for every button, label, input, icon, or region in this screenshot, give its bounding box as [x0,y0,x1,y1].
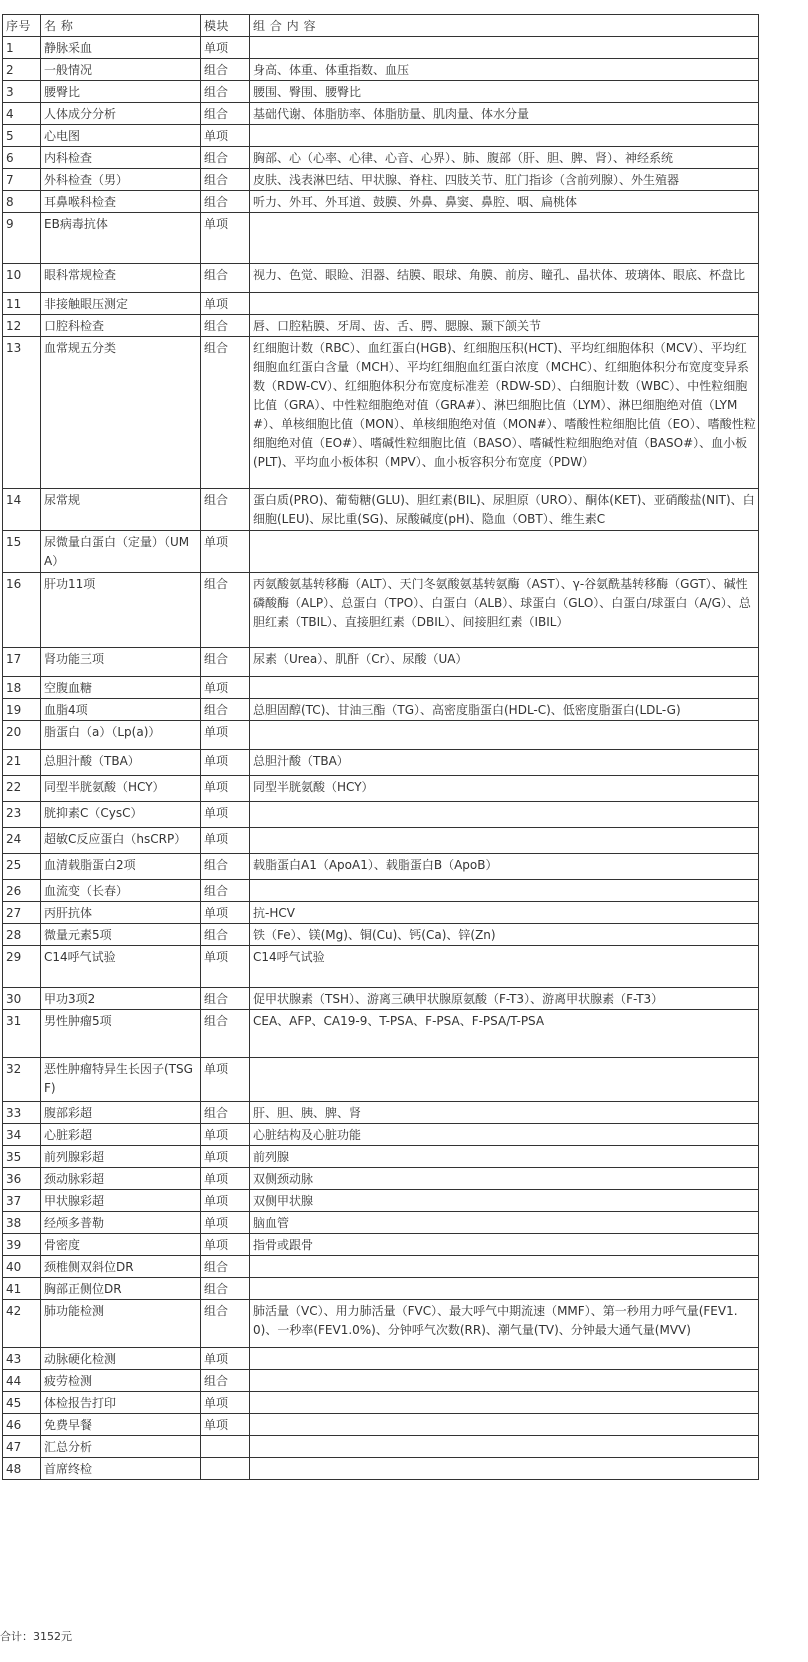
item-module: 组合 [201,81,250,103]
table-row [3,648,759,677]
row-number: 46 [3,1414,41,1436]
item-name: 超敏C反应蛋白（hsCRP） [41,828,201,854]
row-number: 36 [3,1168,41,1190]
row-number: 48 [3,1458,41,1480]
item-name: 首席终检 [41,1458,201,1480]
item-module: 单项 [201,1058,250,1102]
row-number: 42 [3,1300,41,1348]
table-row [3,988,759,1010]
row-number: 37 [3,1190,41,1212]
table-row [3,191,759,213]
item-module: 组合 [201,1370,250,1392]
item-name: 经颅多普勒 [41,1212,201,1234]
item-module: 组合 [201,191,250,213]
row-number: 18 [3,677,41,699]
table-row [3,677,759,699]
item-module: 组合 [201,699,250,721]
item-detail [250,293,759,315]
item-detail: 总胆固醇(TC)、甘油三酯（TG）、高密度脂蛋白(HDL-C)、低密度脂蛋白(LDL-G) [250,699,759,721]
table-row [3,1234,759,1256]
item-module: 组合 [201,264,250,293]
item-detail: 指骨或跟骨 [250,1234,759,1256]
item-module: 组合 [201,169,250,191]
item-detail [250,828,759,854]
item-detail [250,1414,759,1436]
row-number: 47 [3,1436,41,1458]
table-row [3,1168,759,1190]
item-detail: 心脏结构及心脏功能 [250,1124,759,1146]
table-row [3,315,759,337]
item-module: 单项 [201,1392,250,1414]
item-module: 单项 [201,213,250,264]
item-detail [250,1256,759,1278]
item-name: 肾功能三项 [41,648,201,677]
row-number: 38 [3,1212,41,1234]
item-detail: 双侧颈动脉 [250,1168,759,1190]
item-name: 丙肝抗体 [41,902,201,924]
item-detail: 肝、胆、胰、脾、肾 [250,1102,759,1124]
item-module: 组合 [201,147,250,169]
row-number: 21 [3,750,41,776]
row-number: 25 [3,854,41,880]
item-detail: 前列腺 [250,1146,759,1168]
row-number: 40 [3,1256,41,1278]
item-module: 单项 [201,750,250,776]
row-number: 35 [3,1146,41,1168]
table-row [3,946,759,988]
item-name: 内科检查 [41,147,201,169]
item-name: EB病毒抗体 [41,213,201,264]
row-number: 8 [3,191,41,213]
row-number: 1 [3,37,41,59]
item-detail: 听力、外耳、外耳道、鼓膜、外鼻、鼻窦、鼻腔、咽、扁桃体 [250,191,759,213]
table-row [3,776,759,802]
item-name: 外科检查（男） [41,169,201,191]
item-detail [250,1436,759,1458]
table-row [3,802,759,828]
table-row [3,721,759,750]
item-name: 骨密度 [41,1234,201,1256]
row-number: 33 [3,1102,41,1124]
table-row [3,1436,759,1458]
table-row [3,293,759,315]
table-row [3,1300,759,1348]
table-row [3,1058,759,1102]
row-number: 19 [3,699,41,721]
table-row [3,37,759,59]
row-number: 43 [3,1348,41,1370]
header-content: 组 合 内 容 [250,15,759,37]
header-no: 序号 [3,15,41,37]
item-module: 单项 [201,902,250,924]
table-row [3,1190,759,1212]
item-name: 免费早餐 [41,1414,201,1436]
row-number: 6 [3,147,41,169]
row-number: 34 [3,1124,41,1146]
item-name: 尿微量白蛋白（定量）（UMA） [41,531,201,573]
table-row [3,1212,759,1234]
item-name: 一般情况 [41,59,201,81]
row-number: 28 [3,924,41,946]
table-row [3,1370,759,1392]
item-module: 组合 [201,1256,250,1278]
item-module: 组合 [201,1102,250,1124]
row-number: 44 [3,1370,41,1392]
table-row [3,531,759,573]
item-detail: 同型半胱氨酸（HCY） [250,776,759,802]
item-name: 肺功能检测 [41,1300,201,1348]
item-detail [250,880,759,902]
item-name: 腹部彩超 [41,1102,201,1124]
item-name: 肝功11项 [41,573,201,648]
row-number: 39 [3,1234,41,1256]
item-detail [250,1348,759,1370]
row-number: 9 [3,213,41,264]
item-module: 单项 [201,37,250,59]
row-number: 32 [3,1058,41,1102]
item-module: 单项 [201,1168,250,1190]
item-module: 组合 [201,854,250,880]
item-module: 组合 [201,988,250,1010]
row-number: 7 [3,169,41,191]
table-row [3,1102,759,1124]
table-row [3,1392,759,1414]
item-detail: 尿素（Urea）、肌酐（Cr）、尿酸（UA） [250,648,759,677]
item-detail: 皮肤、浅表淋巴结、甲状腺、脊柱、四肢关节、肛门指诊（含前列腺）、外生殖器 [250,169,759,191]
checkup-items-table [2,14,759,1480]
row-number: 17 [3,648,41,677]
table-row [3,125,759,147]
item-detail: 双侧甲状腺 [250,1190,759,1212]
row-number: 31 [3,1010,41,1058]
item-detail [250,213,759,264]
item-name: 腰臀比 [41,81,201,103]
item-name: 胸部正侧位DR [41,1278,201,1300]
table-row [3,81,759,103]
item-detail [250,1278,759,1300]
item-detail: 总胆汁酸（TBA） [250,750,759,776]
item-module: 单项 [201,828,250,854]
table-row [3,1256,759,1278]
table-header-row [3,15,759,37]
table-row [3,213,759,264]
item-name: 颈动脉彩超 [41,1168,201,1190]
item-name: 血脂4项 [41,699,201,721]
item-detail: 腰围、臀围、腰臀比 [250,81,759,103]
item-module: 组合 [201,337,250,489]
item-name: 口腔科检查 [41,315,201,337]
total-price: 合计：3152元 [0,1630,72,1643]
item-module: 组合 [201,1300,250,1348]
table-row [3,59,759,81]
row-number: 11 [3,293,41,315]
item-module: 单项 [201,776,250,802]
table-row [3,103,759,125]
row-number: 15 [3,531,41,573]
item-module: 组合 [201,315,250,337]
table-row [3,169,759,191]
row-number: 3 [3,81,41,103]
item-detail [250,1370,759,1392]
row-number: 2 [3,59,41,81]
item-detail: 抗-HCV [250,902,759,924]
table-row [3,264,759,293]
table-row [3,337,759,489]
item-name: 眼科常规检查 [41,264,201,293]
item-module: 单项 [201,946,250,988]
item-detail: 基础代谢、体脂肪率、体脂肪量、肌肉量、体水分量 [250,103,759,125]
row-number: 30 [3,988,41,1010]
item-name: 总胆汁酸（TBA） [41,750,201,776]
table-row [3,854,759,880]
item-detail [250,721,759,750]
item-module: 单项 [201,125,250,147]
item-detail: 铁（Fe）、镁(Mg)、铜(Cu)、钙(Ca)、锌(Zn) [250,924,759,946]
row-number: 14 [3,489,41,531]
row-number: 23 [3,802,41,828]
item-name: 甲功3项2 [41,988,201,1010]
item-name: 同型半胱氨酸（HCY） [41,776,201,802]
table-row [3,1348,759,1370]
item-detail [250,125,759,147]
item-detail [250,1058,759,1102]
item-detail [250,531,759,573]
item-name: 前列腺彩超 [41,1146,201,1168]
row-number: 12 [3,315,41,337]
item-name: 尿常规 [41,489,201,531]
item-module: 组合 [201,1010,250,1058]
item-detail: 唇、口腔粘膜、牙周、齿、舌、腭、腮腺、颞下颌关节 [250,315,759,337]
item-name: 静脉采血 [41,37,201,59]
item-name: 空腹血糖 [41,677,201,699]
row-number: 22 [3,776,41,802]
item-detail: 丙氨酸氨基转移酶（ALT）、天门冬氨酸氨基转氨酶（AST）、γ-谷氨酰基转移酶（GGT）、碱性磷酸酶（ALP）、总蛋白（TPO）、白蛋白（ALB）、球蛋白（GLO）、白蛋白/球蛋白（A/G）、总胆红素（TBIL）、直接胆红素（DBIL）、间接胆红素（IBIL） [250,573,759,648]
row-number: 27 [3,902,41,924]
table-row [3,1124,759,1146]
item-name: 脂蛋白（a）（Lp(a)） [41,721,201,750]
row-number: 20 [3,721,41,750]
row-number: 16 [3,573,41,648]
item-name: 动脉硬化检测 [41,1348,201,1370]
item-module: 单项 [201,1414,250,1436]
item-detail: C14呼气试验 [250,946,759,988]
row-number: 5 [3,125,41,147]
item-name: 体检报告打印 [41,1392,201,1414]
table-row [3,750,759,776]
item-name: C14呼气试验 [41,946,201,988]
item-name: 颈椎侧双斜位DR [41,1256,201,1278]
item-module: 单项 [201,531,250,573]
row-number: 41 [3,1278,41,1300]
row-number: 45 [3,1392,41,1414]
item-name: 汇总分析 [41,1436,201,1458]
item-module: 组合 [201,573,250,648]
item-module: 单项 [201,1190,250,1212]
item-name: 甲状腺彩超 [41,1190,201,1212]
item-module: 单项 [201,677,250,699]
item-module: 组合 [201,489,250,531]
row-number: 24 [3,828,41,854]
item-module: 单项 [201,293,250,315]
table-row [3,1414,759,1436]
item-module: 单项 [201,721,250,750]
item-detail: 蛋白质(PRO)、葡萄糖(GLU)、胆红素(BIL)、尿胆原（URO）、酮体(KET)、亚硝酸盐(NIT)、白细胞(LEU)、尿比重(SG)、尿酸碱度(pH)、隐血（OBT）、维生素C [250,489,759,531]
item-name: 非接触眼压测定 [41,293,201,315]
item-module [201,1458,250,1480]
table-row [3,924,759,946]
table-row [3,880,759,902]
header-name: 名 称 [41,15,201,37]
table-row [3,1458,759,1480]
table-row [3,902,759,924]
table-row [3,147,759,169]
item-detail: 身高、体重、体重指数、血压 [250,59,759,81]
item-module: 单项 [201,1146,250,1168]
item-name: 心脏彩超 [41,1124,201,1146]
item-detail: 肺活量（VC）、用力肺活量（FVC）、最大呼气中期流速（MMF）、第一秒用力呼气量(FEV1.0)、一秒率(FEV1.0%)、分钟呼气次数(RR)、潮气量(TV)、分钟最大通气量(MVV) [250,1300,759,1348]
item-module: 组合 [201,59,250,81]
item-detail [250,1458,759,1480]
item-name: 微量元素5项 [41,924,201,946]
row-number: 26 [3,880,41,902]
item-module: 组合 [201,1278,250,1300]
table-body [3,15,759,1480]
item-name: 心电图 [41,125,201,147]
row-number: 29 [3,946,41,988]
item-module: 单项 [201,1212,250,1234]
item-module: 单项 [201,802,250,828]
item-module: 组合 [201,103,250,125]
table-row [3,1278,759,1300]
table-row [3,828,759,854]
item-module: 组合 [201,924,250,946]
row-number: 10 [3,264,41,293]
table-row [3,573,759,648]
item-module: 单项 [201,1234,250,1256]
item-name: 耳鼻喉科检查 [41,191,201,213]
table-row [3,489,759,531]
header-module: 模块 [201,15,250,37]
item-module: 单项 [201,1124,250,1146]
item-detail [250,677,759,699]
table-row [3,699,759,721]
item-module: 组合 [201,648,250,677]
item-detail [250,37,759,59]
item-detail: 促甲状腺素（TSH）、游离三碘甲状腺原氨酸（F-T3）、游离甲状腺素（F-T3） [250,988,759,1010]
item-detail [250,802,759,828]
table-row [3,1010,759,1058]
item-module: 单项 [201,1348,250,1370]
row-number: 4 [3,103,41,125]
item-detail: 载脂蛋白A1（ApoA1）、载脂蛋白B（ApoB） [250,854,759,880]
item-name: 恶性肿瘤特异生长因子(TSGF) [41,1058,201,1102]
item-module: 组合 [201,880,250,902]
item-detail: 视力、色觉、眼睑、泪器、结膜、眼球、角膜、前房、瞳孔、晶状体、玻璃体、眼底、杯盘比 [250,264,759,293]
item-name: 血常规五分类 [41,337,201,489]
item-module [201,1436,250,1458]
item-detail: 脑血管 [250,1212,759,1234]
item-name: 男性肿瘤5项 [41,1010,201,1058]
item-name: 人体成分分析 [41,103,201,125]
item-name: 疲劳检测 [41,1370,201,1392]
item-name: 血清载脂蛋白2项 [41,854,201,880]
item-detail: CEA、AFP、CA19-9、T-PSA、F-PSA、F-PSA/T-PSA [250,1010,759,1058]
row-number: 13 [3,337,41,489]
item-name: 血流变（长春） [41,880,201,902]
table-row [3,1146,759,1168]
item-name: 胱抑素C（CysC） [41,802,201,828]
item-detail: 红细胞计数（RBC）、血红蛋白(HGB)、红细胞压积(HCT)、平均红细胞体积（MCV）、平均红细胞血红蛋白含量（MCH）、平均红细胞血红蛋白浓度（MCHC）、红细胞体积分布宽度变异系数（RDW-CV）、红细胞体积分布宽度标准差（RDW-SD）、白细胞计数（WBC）、中性粒细胞比值（GRA）、中性粒细胞绝对值（GRA#）、淋巴细胞比值（LYM）、淋巴细胞绝对值（LYM#）、单核细胞比值（MON）、单核细胞绝对值（MON#）、嗜酸性粒细胞比值（EO）、嗜酸性粒细胞绝对值（EO#）、嗜碱性粒细胞比值（BASO）、嗜碱性粒细胞绝对值（BASO#）、血小板(PLT)、平均血小板体积（MPV）、血小板容积分布宽度（PDW） [250,337,759,489]
item-detail [250,1392,759,1414]
item-detail: 胸部、心（心率、心律、心音、心界）、肺、腹部（肝、胆、脾、肾）、神经系统 [250,147,759,169]
